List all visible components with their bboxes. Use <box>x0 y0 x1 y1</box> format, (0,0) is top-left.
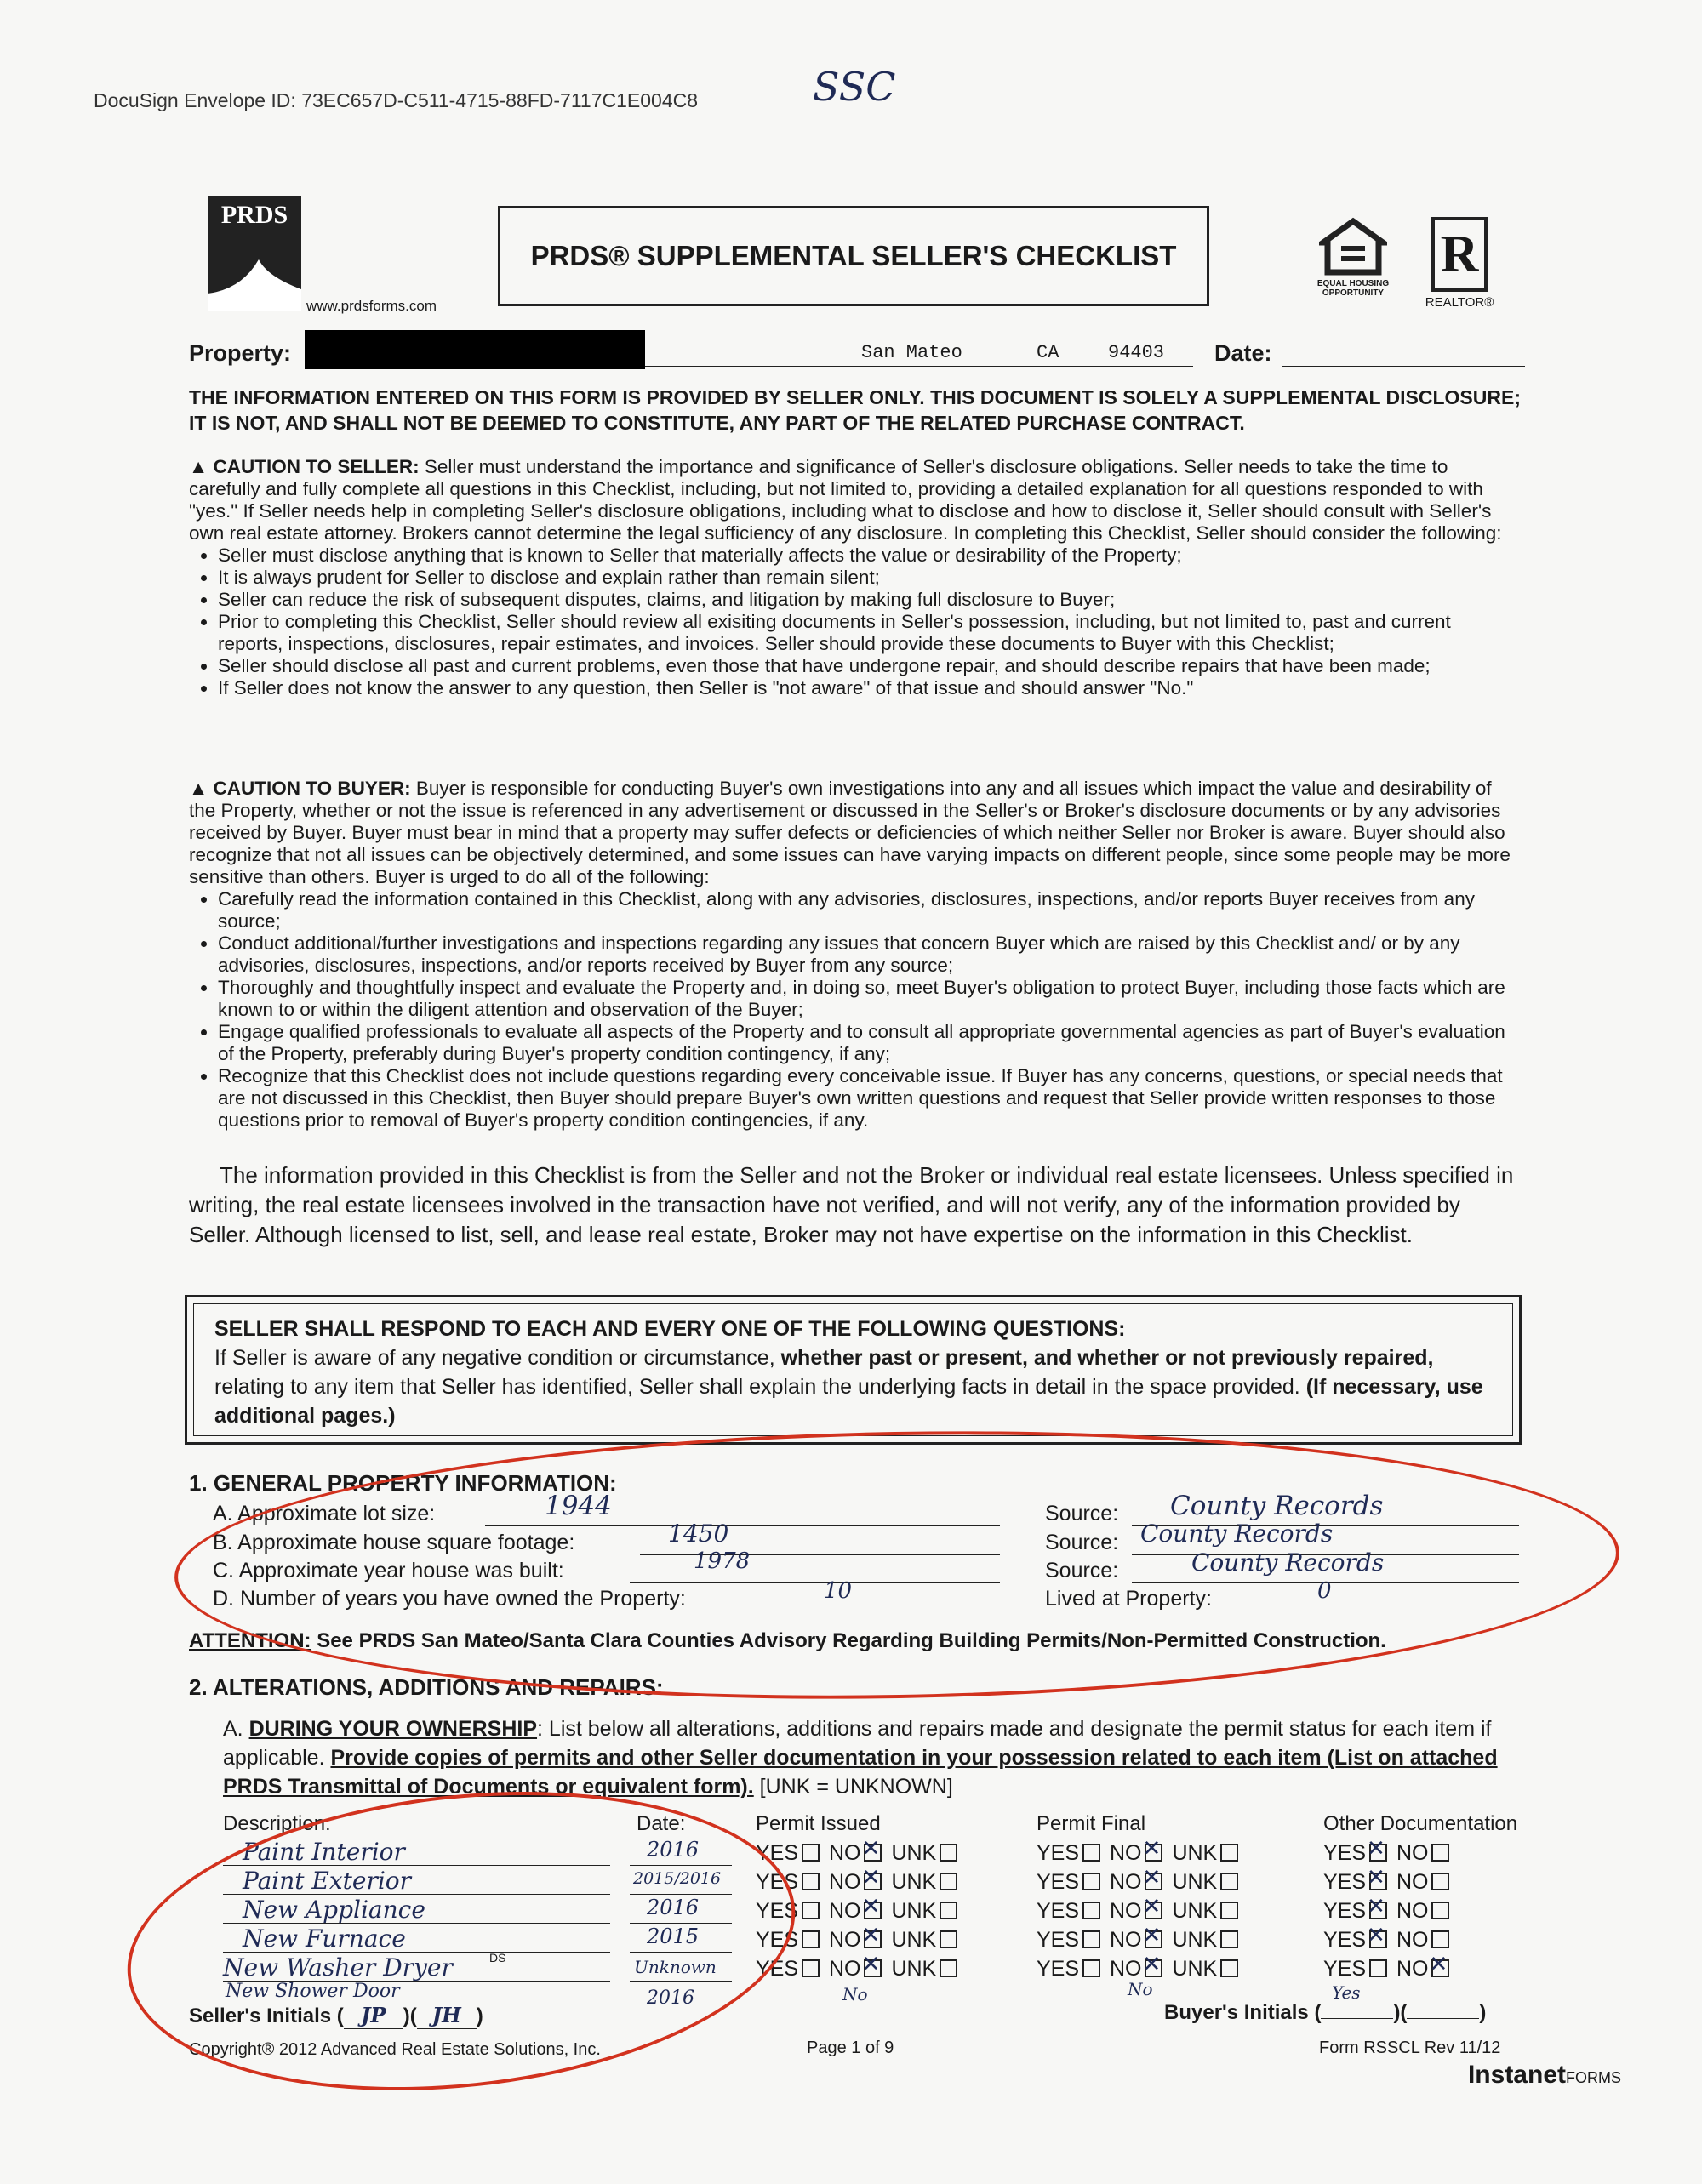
list-item: • Seller must disclose anything that is known to Seller that materially affects the value or desirability of the Property; <box>218 545 1521 567</box>
years-owned-label: D. Number of years you have owned the Property: <box>213 1587 686 1611</box>
property-zip: 94403 <box>1108 342 1165 363</box>
lot-size-value: 1944 <box>545 1491 612 1521</box>
list-item: • Recognize that this Checklist does not include questions regarding every conceivable issue. If Buyer has any concerns, questions, or special needs that are not discussed in this Checklist, then Buyer should prepare Buyer's own written questions and request that Seller provide written responses to those questions prior to removal of Buyer's property condition contingencies, if any. <box>218 1065 1521 1132</box>
source-value: County Records <box>1140 1520 1334 1548</box>
list-item: • Carefully read the information contained in this Checklist, along with any advisories, disclosures, inspections, and/or reports Buyer receives from any source; <box>218 888 1521 932</box>
a-label: A. <box>223 1717 243 1741</box>
checkbox[interactable] <box>940 1930 957 1948</box>
permit-issued-group: YES NO✕ UNK <box>756 1841 961 1866</box>
permit-final-group: YES NO✕ UNK <box>1037 1899 1242 1924</box>
note-yes: Yes <box>1332 1982 1361 2003</box>
list-item: • Prior to completing this Checklist, Seller should review all exisiting documents in Seller's possession, including, but not limited to, past and current reports, inspections, disclosures, repair estimates, and invoices. Seller should provide these documents to Buyer with this Checklist; <box>218 611 1521 655</box>
checkbox[interactable] <box>1082 1930 1100 1948</box>
buyer-initial-field[interactable] <box>1407 2018 1479 2019</box>
checkbox[interactable] <box>1220 1959 1238 1977</box>
seller-initial-field[interactable]: JH <box>417 2003 477 2029</box>
note-no: No <box>842 1984 868 2004</box>
caution-seller <box>189 456 1521 699</box>
checkbox[interactable] <box>1431 1902 1449 1919</box>
other-doc-group: YES NO✕ <box>1323 1957 1453 1982</box>
seller-initials-label: Seller's Initials ( <box>189 2004 344 2027</box>
permit-final-group: YES NO✕ UNK <box>1037 1928 1242 1953</box>
list-item: • Seller can reduce the risk of subsequent disputes, claims, and litigation by making full disclosure to Buyer; <box>218 589 1521 611</box>
item-date: 2016 <box>647 1896 700 1919</box>
prds-logo <box>208 196 301 311</box>
item-date: 2016 <box>647 1838 700 1862</box>
info-text: The information provided in this Checklist is from the Seller and not the Broker or individual real estate licensees. Unless specified in writing, the real estate licensees involved in the transaction have not verified, and will not verify, any of the information provided by Seller. Although licensed to list, sell, and lease real estate, Broker may not have expertise on the information in this Checklist. <box>189 1162 1514 1247</box>
caution-buyer <box>189 778 1521 1132</box>
respond-bold-1: whether past or present, and whether or not previously repaired, <box>780 1346 1434 1370</box>
ds-mark: DS <box>489 1951 506 1964</box>
list-item: • Thoroughly and thoughtfully inspect and evaluate the Property and, in doing so, meet Buyer's obligation to protect Buyer, including those facts which are known to or within the diligent attention and observation of the Buyer; <box>218 977 1521 1021</box>
lived-label: Lived at Property: <box>1045 1587 1212 1611</box>
respond-box <box>185 1295 1522 1445</box>
year-built-value: 1978 <box>694 1548 751 1574</box>
warning-icon: ▲ <box>189 778 208 799</box>
checkbox[interactable] <box>1082 1902 1100 1919</box>
logo-url: www.prdsforms.com <box>306 298 437 314</box>
checkbox[interactable] <box>1145 1930 1162 1948</box>
realtor-label: REALTOR® <box>1425 295 1494 310</box>
source-label: Source: <box>1045 1559 1119 1582</box>
permit-final-group: YES NO✕ UNK <box>1037 1870 1242 1895</box>
permit-issued-group: YES NO✕ UNK <box>756 1899 961 1924</box>
warning-icon: ▲ <box>189 456 208 477</box>
respond-text-1: If Seller is aware of any negative condition or circumstance, <box>214 1346 775 1370</box>
page-number: Page 1 of 9 <box>807 2039 894 2057</box>
date-label: Date: <box>1214 340 1272 366</box>
list-item: • Seller should disclose all past and current problems, even those that have undergone repair, and should describe repairs that have been made; <box>218 655 1521 677</box>
checkbox[interactable] <box>940 1959 957 1977</box>
checkbox[interactable] <box>802 1930 820 1948</box>
respond-text-2: relating to any item that Seller has identified, Seller shall explain the underlying facts in detail in the space provided. <box>214 1375 1300 1399</box>
property-city: San Mateo <box>861 342 962 363</box>
item-description: Paint Interior <box>243 1838 405 1866</box>
info-paragraph <box>189 1160 1521 1250</box>
checkbox[interactable] <box>864 1844 882 1862</box>
section2-a <box>223 1714 1521 1801</box>
checkbox[interactable] <box>1220 1844 1238 1862</box>
section2-heading: 2. ALTERATIONS, ADDITIONS AND REPAIRS: <box>189 1674 664 1700</box>
checkbox[interactable] <box>1431 1930 1449 1948</box>
year-built-label: C. Approximate year house was built: <box>213 1559 564 1582</box>
col-other-doc: Other Documentation <box>1323 1812 1518 1835</box>
source-value: County Records <box>1191 1548 1385 1577</box>
checkbox[interactable] <box>802 1844 820 1862</box>
a-text: : List below all alterations, additions and repairs made and designate the permit status for each item if applicable. <box>223 1717 1492 1770</box>
form-number: Form RSSCL Rev 11/12 <box>1319 2039 1501 2057</box>
checkbox[interactable] <box>802 1873 820 1890</box>
handwritten-mark: SSC <box>813 64 896 110</box>
item-description: New Washer Dryer <box>223 1953 453 1982</box>
col-permit-issued: Permit Issued <box>756 1812 881 1835</box>
permit-final-group: YES NO✕ UNK <box>1037 1957 1242 1982</box>
buyer-initials: Buyer's Initials ( )( ) <box>1164 2001 1487 2024</box>
redacted-address <box>305 330 645 369</box>
checkbox[interactable] <box>1431 1873 1449 1890</box>
equal-housing-logo <box>1311 217 1396 298</box>
extra-item-date: 2016 <box>647 1987 694 2009</box>
red-ellipse-annotation <box>112 1761 810 2121</box>
date-field[interactable] <box>1282 366 1525 367</box>
checkbox[interactable] <box>864 1959 882 1977</box>
checkbox[interactable] <box>1220 1873 1238 1890</box>
realtor-logo <box>1421 217 1498 310</box>
caution-buyer-text: Buyer is responsible for conducting Buyer's own investigations into any and all issues which impact the value and desirability of the Property, whether or not the issue is referenced in any advertisement or discussed in the Seller's or Broker's disclosure documents or by any advisories received by Buyer. Buyer must bear in mind that a property may suffer defects or deficiencies of which neither Seller nor Broker is aware. Buyer should also recognize that not all issues can be objectively determined, and some issues can have varying impacts on different people, since some people may be more sensitive than others. Buyer is urged to do all of the following: <box>189 778 1511 887</box>
a-unk: [UNK = UNKNOWN] <box>759 1775 953 1799</box>
checkbox[interactable] <box>864 1930 882 1948</box>
respond-heading: SELLER SHALL RESPOND TO EACH AND EVERY ONE OF THE FOLLOWING QUESTIONS: <box>214 1317 1126 1341</box>
sqft-value: 1450 <box>668 1520 729 1548</box>
permit-issued-group: YES NO✕ UNK <box>756 1957 961 1982</box>
a-heading: DURING YOUR OWNERSHIP <box>248 1717 538 1741</box>
checkbox[interactable] <box>1145 1959 1162 1977</box>
envelope-id: DocuSign Envelope ID: 73EC657D-C511-4715-88FD-7117C1E004C8 <box>94 89 699 111</box>
checkbox[interactable] <box>1369 1873 1387 1890</box>
lot-size-label: A. Approximate lot size: <box>213 1502 436 1525</box>
other-doc-group: YES✕ NO <box>1323 1841 1453 1866</box>
checkbox[interactable] <box>1369 1902 1387 1919</box>
checkbox[interactable] <box>864 1902 882 1919</box>
caution-buyer-heading: CAUTION TO BUYER: <box>213 778 411 799</box>
checkbox[interactable] <box>1431 1844 1449 1862</box>
lived-value: 0 <box>1317 1578 1332 1604</box>
checkbox[interactable] <box>1220 1902 1238 1919</box>
copyright: Copyright® 2012 Advanced Real Estate Solutions, Inc. <box>189 2040 601 2059</box>
checkbox[interactable] <box>1369 1959 1387 1977</box>
attention-text: See PRDS San Mateo/Santa Clara Counties Advisory Regarding Building Permits/Non-Permitted Construction. <box>317 1629 1386 1652</box>
caution-seller-text: Seller must understand the importance and significance of Seller's disclosure obligations. Seller needs to take the time to carefully and fully complete all questions in this Checklist, including, but not limited to, providing a detailed explanation for all questions responded to with "yes." If Seller needs help in completing Seller's disclosure obligations, including what to disclose and how to disclose it, Seller should consult with Seller's own real estate attorney. Brokers cannot determine the legal sufficiency of any disclosure. In completing this Checklist, Seller should consider the following: <box>189 456 1502 544</box>
mountain-icon <box>208 242 301 311</box>
permit-issued-group: YES NO✕ UNK <box>756 1870 961 1895</box>
checkbox[interactable] <box>1431 1959 1449 1977</box>
checkbox[interactable] <box>940 1902 957 1919</box>
item-date: 2015/2016 <box>633 1869 722 1888</box>
a-bold-text: Provide copies of permits and other Seller documentation in your possession related to each item (List on attached PRDS Transmittal of Documents or equivalent form). <box>223 1746 1498 1799</box>
house-icon <box>1319 217 1387 277</box>
source-label: Source: <box>1045 1531 1119 1554</box>
property-label: Property: <box>189 340 292 366</box>
form-title-box <box>498 206 1209 306</box>
buyer-initial-field[interactable] <box>1321 2018 1393 2019</box>
item-date: Unknown <box>634 1957 717 1977</box>
source-value: County Records <box>1170 1491 1384 1521</box>
checkbox[interactable] <box>1145 1902 1162 1919</box>
source-label: Source: <box>1045 1502 1119 1525</box>
col-description: Description: <box>223 1812 331 1835</box>
disclaimer: THE INFORMATION ENTERED ON THIS FORM IS PROVIDED BY SELLER ONLY. THIS DOCUMENT IS SOLELY A SUPPLEMENTAL DISCLOSURE; IT IS NOT, AND SHALL NOT BE DEEMED TO CONSTITUTE, ANY PART OF THE RELATED PURCHASE CONTRACT. <box>189 386 1521 434</box>
checkbox[interactable] <box>802 1959 820 1977</box>
seller-initials: Seller's Initials ( JP )( JH ) <box>189 2003 483 2027</box>
checkbox[interactable] <box>1145 1844 1162 1862</box>
eho-label: EQUAL HOUSING OPPORTUNITY <box>1316 279 1390 298</box>
col-permit-final: Permit Final <box>1037 1812 1146 1835</box>
buyer-initials-label: Buyer's Initials ( <box>1164 2001 1322 2024</box>
list-item: • It is always prudent for Seller to disclose and explain rather than remain silent; <box>218 567 1521 589</box>
list-item: • If Seller does not know the answer to any question, then Seller is "not aware" of that issue and should answer "No." <box>218 677 1521 699</box>
checkbox[interactable] <box>864 1873 882 1890</box>
other-doc-group: YES✕ NO <box>1323 1928 1453 1953</box>
red-ellipse-annotation <box>172 1419 1621 1711</box>
checkbox[interactable] <box>1082 1873 1100 1890</box>
item-description: New Furnace <box>243 1925 406 1953</box>
checkbox[interactable] <box>1220 1930 1238 1948</box>
property-state: CA <box>1037 342 1059 363</box>
logo-text: PRDS <box>220 201 288 229</box>
checkbox[interactable] <box>1369 1930 1387 1948</box>
other-doc-group: YES✕ NO <box>1323 1899 1453 1924</box>
checkbox[interactable] <box>802 1902 820 1919</box>
permit-issued-group: YES NO✕ UNK <box>756 1928 961 1953</box>
extra-item-description: New Shower Door <box>226 1981 400 2002</box>
form-title: PRDS® SUPPLEMENTAL SELLER'S CHECKLIST <box>530 240 1177 271</box>
caution-seller-heading: CAUTION TO SELLER: <box>213 456 420 477</box>
realtor-r-icon: R <box>1431 217 1488 292</box>
col-date: Date: <box>637 1812 686 1835</box>
instanet-brand: InstanetFORMS <box>1467 2061 1621 2089</box>
item-description: Paint Exterior <box>243 1867 412 1895</box>
list-item: • Conduct additional/further investigations and inspections regarding any issues that concern Buyer which are raised by this Checklist and/ or by any advisories, disclosures, inspections, and/or reports received by Buyer from any source; <box>218 932 1521 977</box>
years-owned-value: 10 <box>824 1578 853 1604</box>
checkbox[interactable] <box>1082 1844 1100 1862</box>
respond-bold-2: (If necessary, use additional pages.) <box>214 1375 1483 1428</box>
seller-initial-field[interactable]: JP <box>344 2003 403 2029</box>
list-item: • Engage qualified professionals to evaluate all aspects of the Property and to consult all appropriate governmental agencies as part of Buyer's evaluation of the Property, preferably during Buyer's property condition contingency, if any; <box>218 1021 1521 1065</box>
attention-label: ATTENTION: <box>189 1629 311 1652</box>
note-no: No <box>1128 1979 1153 1999</box>
checkbox[interactable] <box>940 1873 957 1890</box>
permit-final-group: YES NO✕ UNK <box>1037 1841 1242 1866</box>
item-date: 2015 <box>647 1925 700 1948</box>
checkbox[interactable] <box>940 1844 957 1862</box>
item-description: New Appliance <box>243 1896 426 1924</box>
checkbox[interactable] <box>1082 1959 1100 1977</box>
sqft-label: B. Approximate house square footage: <box>213 1531 575 1554</box>
checkbox[interactable] <box>1369 1844 1387 1862</box>
section1-heading: 1. GENERAL PROPERTY INFORMATION: <box>189 1470 617 1496</box>
checkbox[interactable] <box>1145 1873 1162 1890</box>
other-doc-group: YES✕ NO <box>1323 1870 1453 1895</box>
